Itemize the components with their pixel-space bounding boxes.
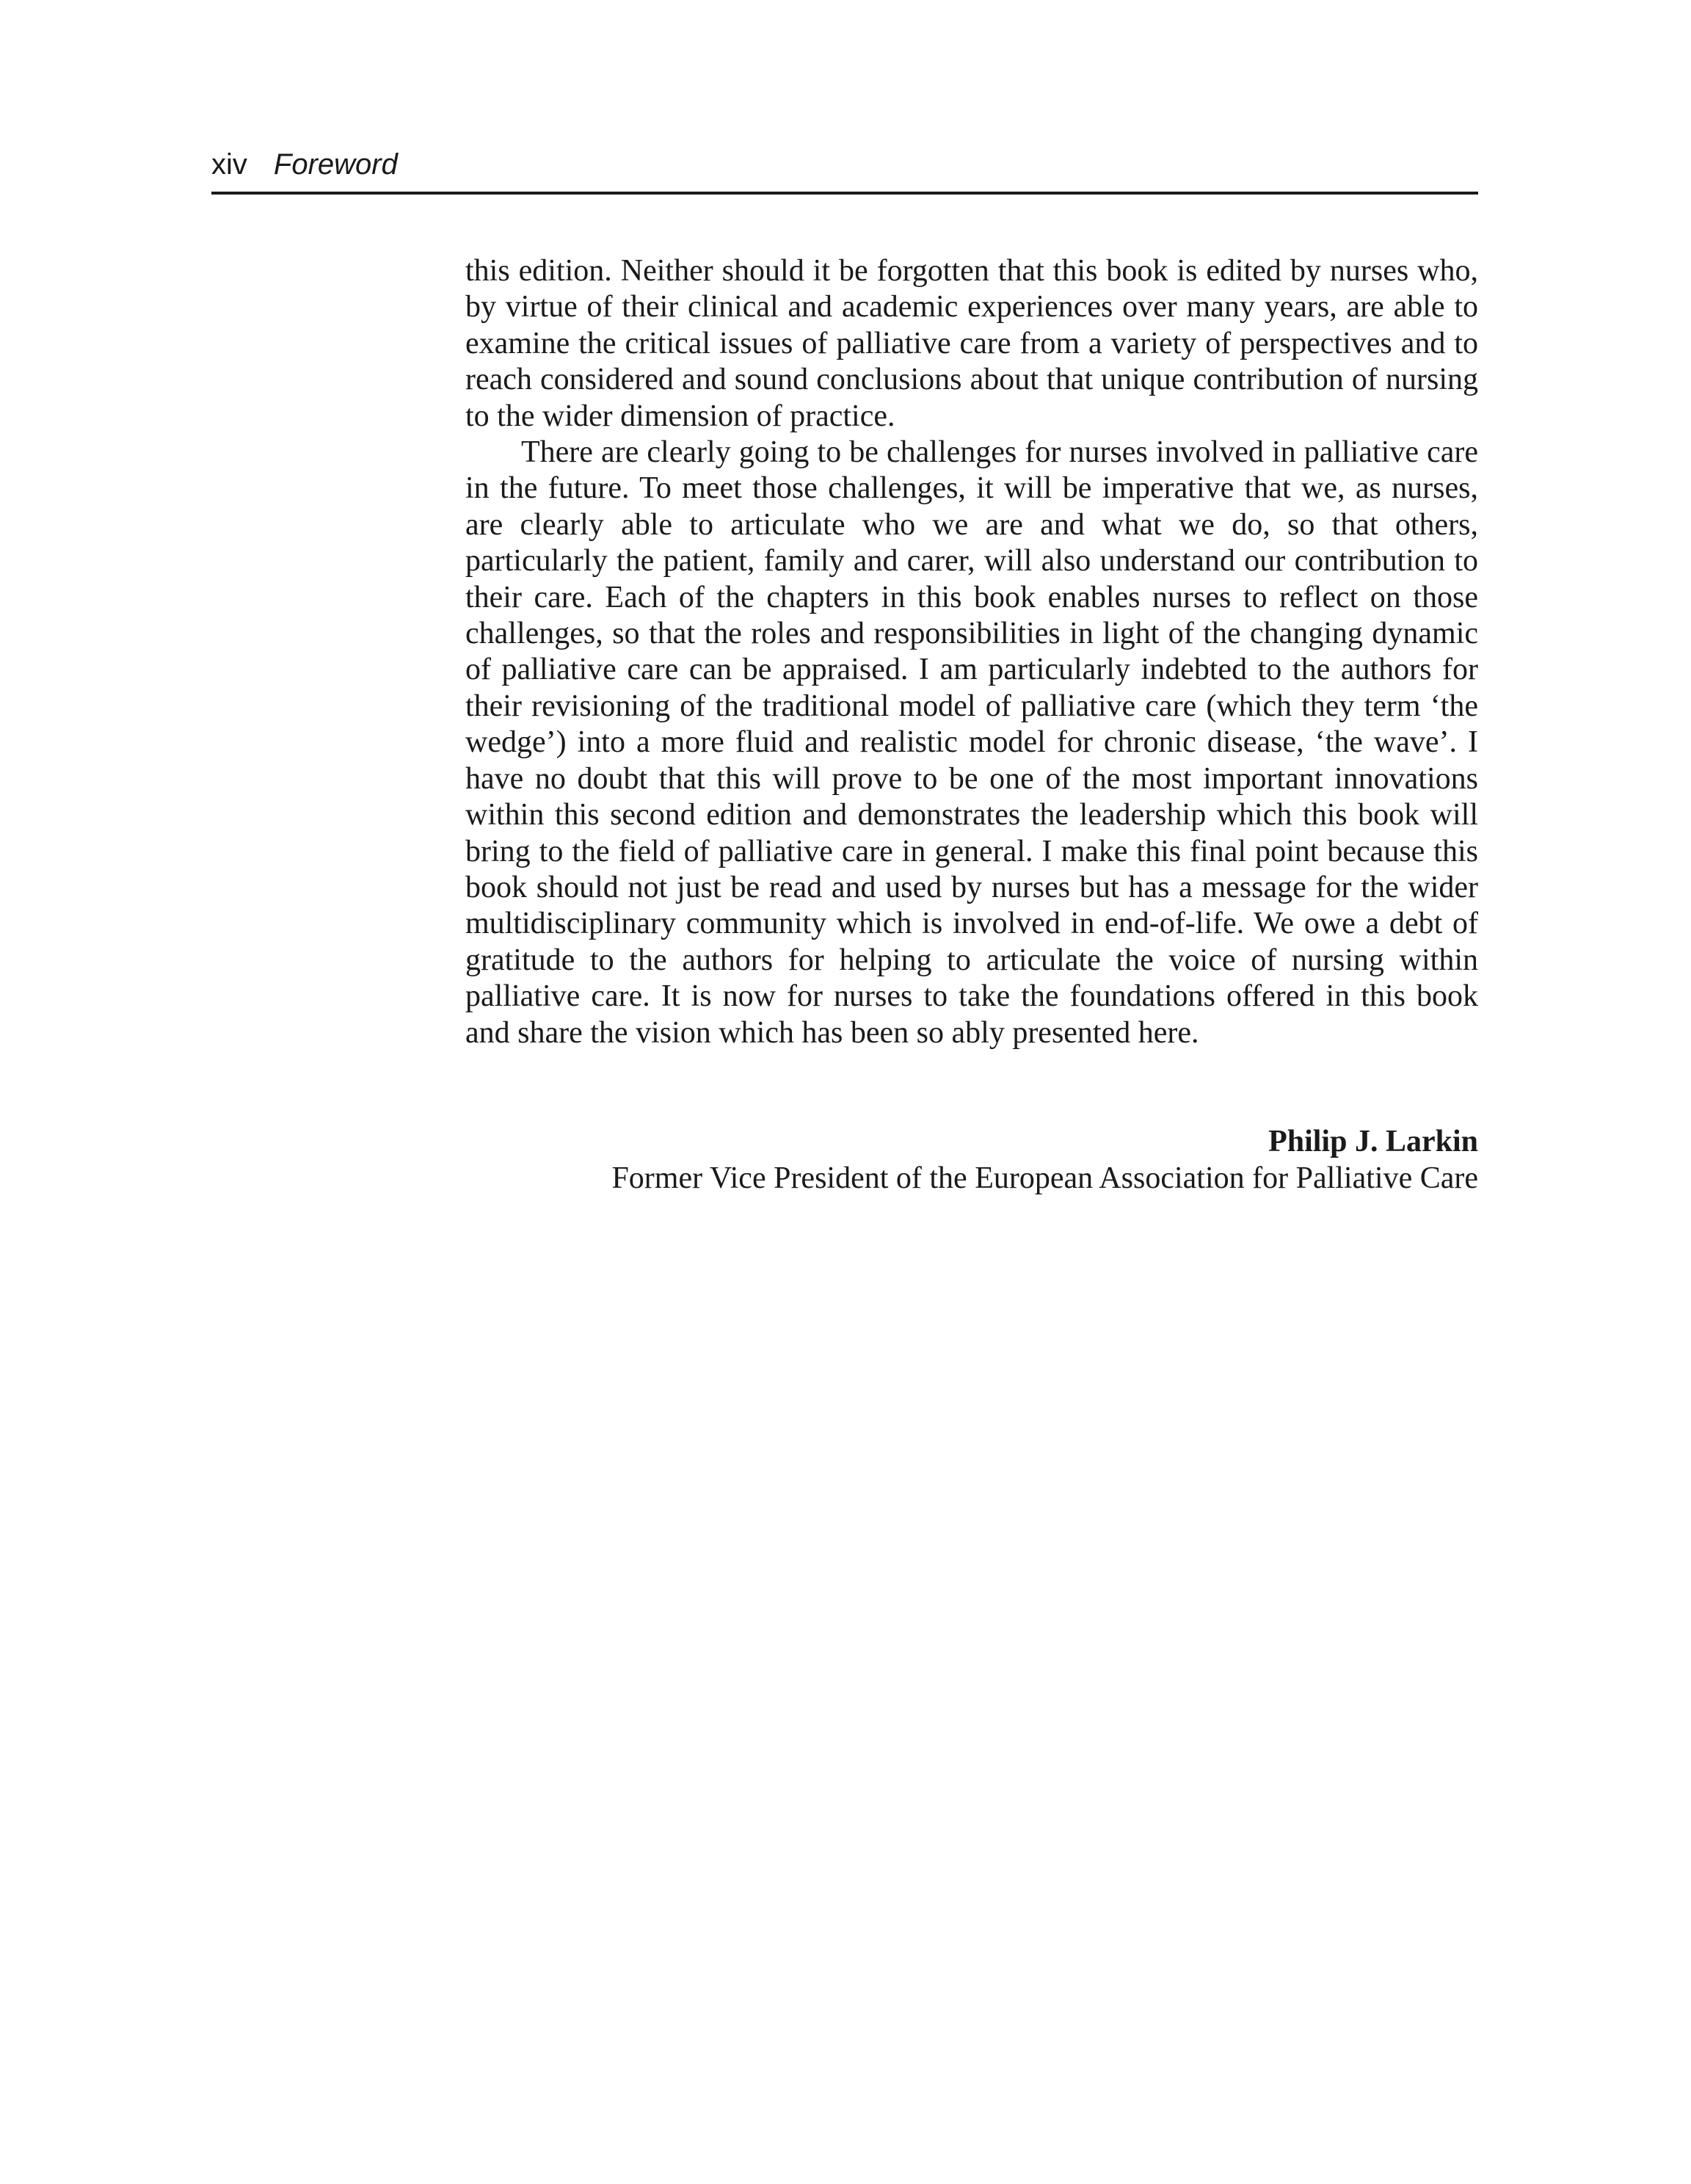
- paragraph-continued: this edition. Neither should it be forgotten that this book is edited by nurses who, by virtue of their clinical and academic experiences over many years, are able to examine the critical issues of palliative care from a variety of perspectives and to reach considered and sound conclusions about that unique contribution of nursing to the wider dimension of practice.: [465, 254, 1478, 433]
- header-rule: [211, 192, 1478, 195]
- page-number: xiv: [211, 148, 247, 181]
- foreword-body: [465, 253, 1478, 1051]
- section-title: Foreword: [273, 148, 398, 181]
- author-name: Philip J. Larkin: [1268, 1125, 1478, 1158]
- running-head: [211, 144, 1478, 185]
- paragraph-challenges: There are clearly going to be challenges for nurses involved in palliative care in the future. To meet those challenges, it will be imperative that we, as nurses, are clearly able to articulate who we are and what we do, so that others, particularly the patient, family and carer, will also understand our contribution to their care. Each of the chapters in this book enables nurses to reflect on those challenges, so that the roles and responsibilities in light of the changing dynamic of palliative care can be appraised. I am particularly indebted to the authors for their revisioning of the traditional model of palliative care (which they term ‘the wedge’) into a more fluid and realistic model for chronic disease, ‘the wave’. I have no doubt that this will prove to be one of the most important innovations within this second edition and demonstrates the leadership which this book will bring to the field of palliative care in general. I make this final point because this book should not just be read and used by nurses but has a message for the wider multidisciplinary community which is involved in end-of-life. We owe a debt of gratitude to the authors for helping to articulate the voice of nursing within palliative care. It is now for nurses to take the foundations offered in this book and share the vision which has been so ably presented here.: [465, 435, 1478, 1050]
- signature-block: [465, 1123, 1478, 1197]
- author-title: Former Vice President of the European Association for Palliative Care: [611, 1161, 1478, 1195]
